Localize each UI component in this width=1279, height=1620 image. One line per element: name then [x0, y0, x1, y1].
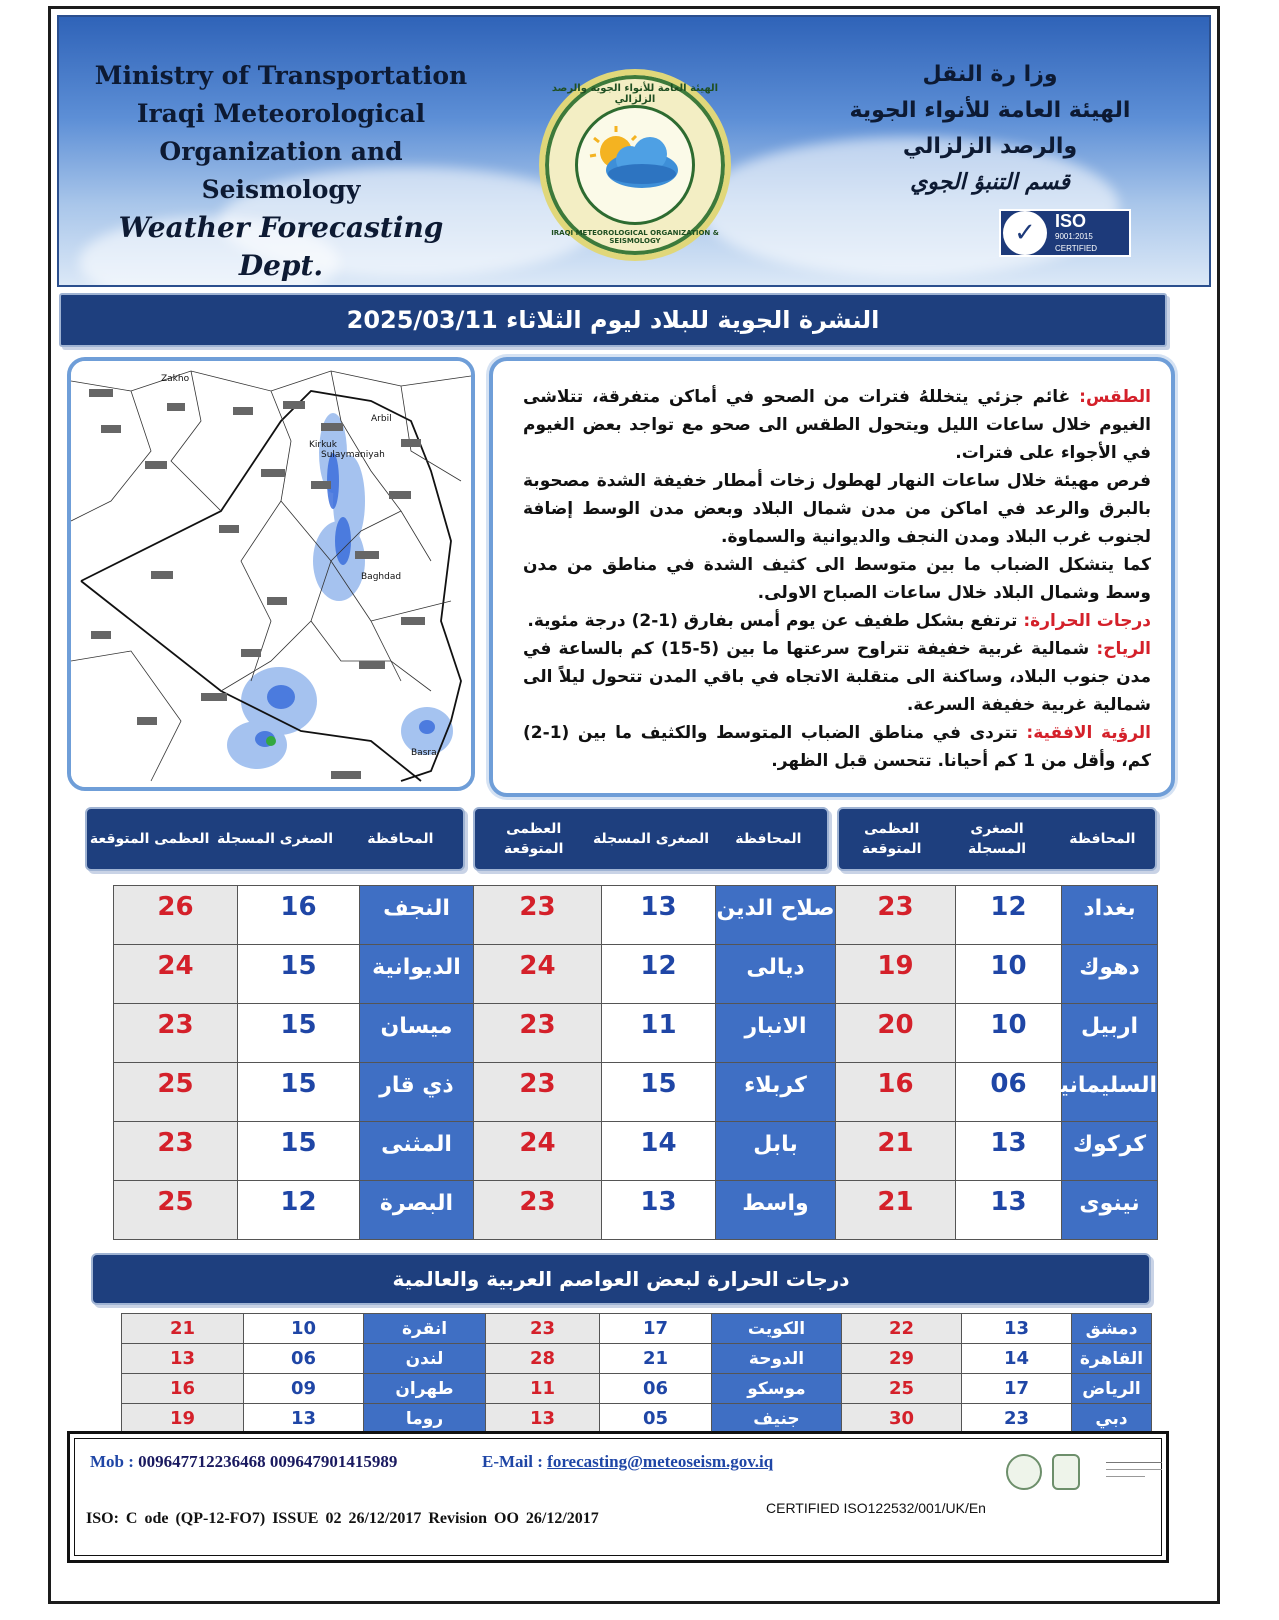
- header-min: الصغرى المسجلة: [592, 831, 710, 847]
- contact-footer: [67, 1431, 1169, 1563]
- org-line: والرصد الزلزالي: [902, 134, 1078, 159]
- checkmark-icon: ✓: [1003, 211, 1047, 255]
- table-header-group-3: [85, 807, 465, 871]
- max-temp-cell: 26: [114, 886, 238, 945]
- rain-paragraph: فرص مهيئة خلال ساعات النهار لهطول زخات أمطار خفيفة الشدة مصحوبة بالبرق والرعد في اماكن من مدن شمال البلاد وبعض مدن الوسط إضافة لجنوب غرب البلاد ومدن النجف والديوانية والسماوة.: [523, 471, 1151, 547]
- min-temp-cell: 17: [600, 1314, 712, 1344]
- province-temperature-table: [113, 885, 1158, 1240]
- min-temp-cell: 12: [238, 1181, 360, 1240]
- max-temp-cell: 21: [122, 1314, 244, 1344]
- capital-name-cell: جنيف: [712, 1404, 842, 1434]
- max-temp-cell: 24: [474, 1122, 602, 1181]
- weather-paragraph: [523, 383, 1151, 467]
- max-temp-cell: 21: [836, 1122, 956, 1181]
- dept-name: Weather Forecasting Dept.: [118, 211, 444, 282]
- org-line: Organization and Seismology: [159, 137, 403, 204]
- temperature-paragraph: [523, 607, 1151, 635]
- map-label: Basra: [411, 748, 437, 758]
- province-name-cell: ديالى: [716, 945, 836, 1004]
- map-label: Zakho: [161, 374, 190, 384]
- temperature-text: ترتفع بشكل طفيف عن يوم أمس بفارق (1-2) درجة مئوية.: [527, 611, 1024, 631]
- capital-name-cell: الرياض: [1072, 1374, 1152, 1404]
- min-temp-cell: 13: [962, 1314, 1072, 1344]
- min-temp-cell: 13: [602, 886, 716, 945]
- max-temp-cell: 23: [836, 886, 956, 945]
- min-temp-cell: 05: [600, 1404, 712, 1434]
- max-temp-cell: 23: [474, 1181, 602, 1240]
- iraq-map-image: [71, 361, 471, 787]
- org-line: Ministry of Transportation: [94, 61, 468, 90]
- bulletin-title: النشرة الجوية للبلاد ليوم الثلاثاء 2025/03/11: [59, 293, 1167, 347]
- capital-name-cell: موسكو: [712, 1374, 842, 1404]
- min-temp-cell: 14: [602, 1122, 716, 1181]
- province-name-cell: اربيل: [1062, 1004, 1158, 1063]
- capitals-temperature-table: [121, 1313, 1152, 1434]
- province-name-cell: البصرة: [360, 1181, 474, 1240]
- min-temp-cell: 06: [956, 1063, 1062, 1122]
- map-label: Sulaymaniyah: [321, 450, 385, 460]
- table-row: [114, 1004, 1158, 1063]
- iso-code-line: ISO: C ode (QP-12-FO7) ISSUE 02 26/12/2017 Revision OO 26/12/2017: [86, 1510, 599, 1527]
- mobile-line: [90, 1452, 397, 1472]
- max-temp-cell: 23: [114, 1122, 238, 1181]
- header-city: المحافظة: [1069, 831, 1136, 847]
- map-label: Baghdad: [361, 572, 402, 582]
- min-temp-cell: 14: [962, 1344, 1072, 1374]
- capital-name-cell: القاهرة: [1072, 1344, 1152, 1374]
- table-row: [114, 1122, 1158, 1181]
- header-min: الصغرى المسجلة: [968, 821, 1026, 857]
- max-temp-cell: 13: [122, 1344, 244, 1374]
- min-temp-cell: 17: [962, 1374, 1072, 1404]
- min-temp-cell: 10: [956, 945, 1062, 1004]
- province-name-cell: كركوك: [1062, 1122, 1158, 1181]
- min-temp-cell: 09: [244, 1374, 364, 1404]
- seal-decoration: [1106, 1458, 1162, 1477]
- seal-icon: [1006, 1454, 1042, 1490]
- max-temp-cell: 22: [842, 1314, 962, 1344]
- province-name-cell: النجف: [360, 886, 474, 945]
- province-name-cell: المثنى: [360, 1122, 474, 1181]
- table-row: [114, 886, 1158, 945]
- mobile-numbers: 009647712236468 009647901415989: [138, 1452, 398, 1471]
- header-max: العظمى المتوقعة: [89, 831, 210, 847]
- email-line: [482, 1452, 773, 1472]
- visibility-paragraph: [523, 719, 1151, 775]
- seal-icon: [1052, 1454, 1080, 1490]
- max-temp-cell: 25: [114, 1181, 238, 1240]
- province-name-cell: الانبار: [716, 1004, 836, 1063]
- iso-certified-badge: [999, 209, 1131, 257]
- forecast-text-panel: [489, 357, 1175, 797]
- max-temp-cell: 23: [114, 1004, 238, 1063]
- wind-text: شمالية غربية خفيفة تتراوح سرعتها ما بين (5-15) كم بالساعة في مدن جنوب البلاد، وساكنة الى متقلبة الاتجاه في باقي المدن تتحول ليلاً الى شمالية غربية خفيفة السرعة.: [523, 639, 1151, 715]
- iso-label: ISO: [1055, 211, 1087, 231]
- province-name-cell: كربلاء: [716, 1063, 836, 1122]
- map-label: Kirkuk: [309, 440, 337, 450]
- capitals-title: درجات الحرارة لبعض العواصم العربية والعالمية: [91, 1253, 1151, 1305]
- table-row: [114, 1181, 1158, 1240]
- weather-text: غائم جزئي يتخللهُ فترات من الصحو في أماكن متفرقة، تتلاشى الغيوم خلال ساعات الليل ويتحول الطقس الى صحو مع تواجد بعض الغيوم في الأجواء على فترات.: [523, 387, 1151, 463]
- min-temp-cell: 15: [238, 1063, 360, 1122]
- province-name-cell: بابل: [716, 1122, 836, 1181]
- min-temp-cell: 13: [244, 1404, 364, 1434]
- table-row: [114, 1063, 1158, 1122]
- capital-name-cell: طهران: [364, 1374, 486, 1404]
- header-banner: [57, 15, 1211, 287]
- table-row: [122, 1344, 1152, 1374]
- iso-number: 9001:2015: [1055, 232, 1093, 241]
- min-temp-cell: 06: [600, 1374, 712, 1404]
- table-row: [114, 945, 1158, 1004]
- max-temp-cell: 24: [474, 945, 602, 1004]
- table-row: [122, 1314, 1152, 1344]
- min-temp-cell: 11: [602, 1004, 716, 1063]
- max-temp-cell: 23: [474, 886, 602, 945]
- max-temp-cell: 23: [474, 1004, 602, 1063]
- emblem-en-text: IRAQI METEOROLOGICAL ORGANIZATION & SEISMOLOGY: [551, 229, 719, 245]
- org-line: وزا رة النقل: [922, 62, 1058, 87]
- max-temp-cell: 29: [842, 1344, 962, 1374]
- org-emblem-logo: [539, 69, 731, 261]
- min-temp-cell: 10: [244, 1314, 364, 1344]
- min-temp-cell: 13: [956, 1181, 1062, 1240]
- max-temp-cell: 21: [836, 1181, 956, 1240]
- province-name-cell: دهوك: [1062, 945, 1158, 1004]
- org-line: الهيئة العامة للأنواء الجوية: [849, 98, 1131, 123]
- min-temp-cell: 12: [602, 945, 716, 1004]
- table-header-group-1: [837, 807, 1157, 871]
- province-name-cell: بغداد: [1062, 886, 1158, 945]
- max-temp-cell: 20: [836, 1004, 956, 1063]
- arabic-org-name: [825, 57, 1155, 201]
- wind-label: الرياح:: [1096, 639, 1151, 659]
- min-temp-cell: 12: [956, 886, 1062, 945]
- province-name-cell: ذي قار: [360, 1063, 474, 1122]
- header-max: العظمى المتوقعة: [503, 821, 564, 857]
- min-temp-cell: 13: [956, 1122, 1062, 1181]
- max-temp-cell: 19: [122, 1404, 244, 1434]
- capital-name-cell: دبي: [1072, 1404, 1152, 1434]
- capital-name-cell: الكويت: [712, 1314, 842, 1344]
- table-row: [122, 1404, 1152, 1434]
- weather-map: [67, 357, 475, 791]
- max-temp-cell: 16: [122, 1374, 244, 1404]
- temperature-label: درجات الحرارة:: [1023, 611, 1151, 631]
- capital-name-cell: انقرة: [364, 1314, 486, 1344]
- min-temp-cell: 13: [602, 1181, 716, 1240]
- min-temp-cell: 10: [956, 1004, 1062, 1063]
- min-temp-cell: 21: [600, 1344, 712, 1374]
- email-label: E-Mail :: [482, 1452, 543, 1471]
- fog-paragraph: كما يتشكل الضباب ما بين متوسط الى كثيف الشدة في مناطق من مدن وسط وشمال البلاد خلال ساعات الصباح الاولى.: [523, 555, 1151, 603]
- capital-name-cell: روما: [364, 1404, 486, 1434]
- table-row: [122, 1374, 1152, 1404]
- min-temp-cell: 15: [602, 1063, 716, 1122]
- iso-certified: CERTIFIED: [1055, 244, 1098, 253]
- province-name-cell: نينوى: [1062, 1181, 1158, 1240]
- table-header-group-2: [473, 807, 829, 871]
- max-temp-cell: 13: [486, 1404, 600, 1434]
- max-temp-cell: 25: [842, 1374, 962, 1404]
- visibility-label: الرؤية الافقية:: [1026, 723, 1151, 743]
- min-temp-cell: 15: [238, 945, 360, 1004]
- map-label: Arbil: [371, 414, 392, 424]
- certified-text: CERTIFIED ISO122532/001/UK/En: [766, 1500, 986, 1516]
- dept-name: قسم التنبؤ الجوي: [910, 170, 1070, 195]
- province-name-cell: واسط: [716, 1181, 836, 1240]
- header-max: العظمى المتوقعة: [861, 821, 922, 857]
- emblem-center: [575, 105, 695, 225]
- bulletin-page: [48, 6, 1220, 1604]
- max-temp-cell: 24: [114, 945, 238, 1004]
- sun-cloud-icon: [578, 108, 692, 222]
- max-temp-cell: 19: [836, 945, 956, 1004]
- wind-paragraph: [523, 635, 1151, 719]
- max-temp-cell: 16: [836, 1063, 956, 1122]
- capital-name-cell: دمشق: [1072, 1314, 1152, 1344]
- province-name-cell: الديوانية: [360, 945, 474, 1004]
- max-temp-cell: 25: [114, 1063, 238, 1122]
- max-temp-cell: 30: [842, 1404, 962, 1434]
- max-temp-cell: 23: [486, 1314, 600, 1344]
- min-temp-cell: 15: [238, 1122, 360, 1181]
- min-temp-cell: 15: [238, 1004, 360, 1063]
- visibility-text: تتردى في مناطق الضباب المتوسط والكثيف ما بين (1-2) كم، وأقل من 1 كم أحيانا. تتحسن قبل الظهر.: [523, 723, 1151, 771]
- org-line: Iraqi Meteorological: [136, 99, 426, 128]
- english-org-name: [81, 57, 481, 285]
- max-temp-cell: 23: [474, 1063, 602, 1122]
- province-name-cell: صلاح الدين: [716, 886, 836, 945]
- header-min: الصغرى المسجلة: [216, 831, 334, 847]
- max-temp-cell: 11: [486, 1374, 600, 1404]
- min-temp-cell: 06: [244, 1344, 364, 1374]
- capital-name-cell: لندن: [364, 1344, 486, 1374]
- min-temp-cell: 23: [962, 1404, 1072, 1434]
- emblem-ar-text: الهيئة العامة للأنواء الجوية والرصد الزلزالي: [551, 83, 719, 105]
- header-city: المحافظة: [735, 831, 802, 847]
- min-temp-cell: 16: [238, 886, 360, 945]
- weather-label: الطقس:: [1079, 387, 1151, 407]
- email-link[interactable]: forecasting@meteoseism.gov.iq: [547, 1452, 774, 1471]
- mobile-label: Mob :: [90, 1452, 134, 1471]
- header-city: المحافظة: [367, 831, 434, 847]
- province-name-cell: ميسان: [360, 1004, 474, 1063]
- max-temp-cell: 28: [486, 1344, 600, 1374]
- province-name-cell: السليمانية: [1062, 1063, 1158, 1122]
- capital-name-cell: الدوحة: [712, 1344, 842, 1374]
